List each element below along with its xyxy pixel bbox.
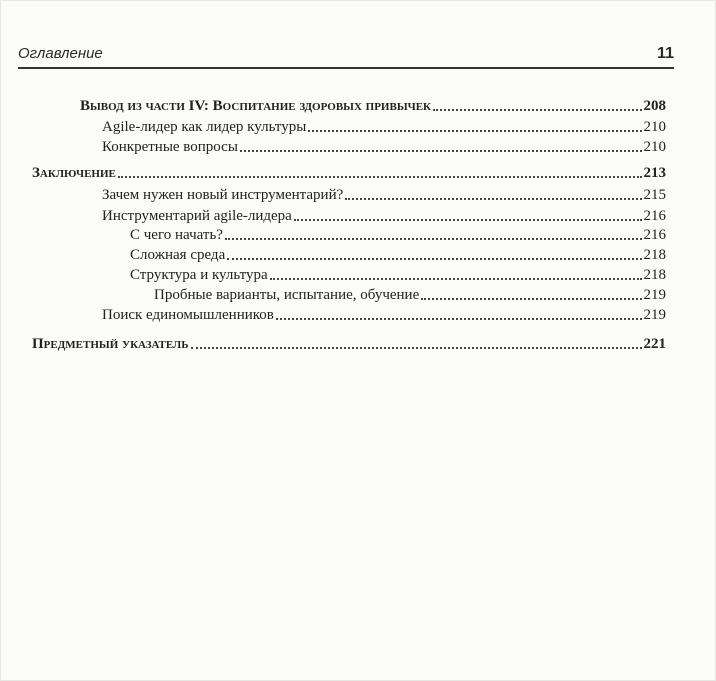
toc-entry: [102, 116, 666, 136]
toc-subentry: [130, 244, 666, 264]
toc-entry-title: Сложная среда: [130, 247, 226, 263]
toc-entry-title: Зачем нужен новый инструментарий?: [102, 187, 344, 203]
header-page-number: 11: [657, 45, 674, 62]
toc-entry-chapter: [32, 162, 666, 182]
toc-entry-page: 219: [643, 307, 666, 323]
toc-entry-page: 221: [643, 336, 666, 352]
toc-entry-page: 215: [643, 187, 666, 203]
toc-entry-title: Пробные варианты, испытание, обучение: [154, 287, 420, 303]
header-rule: [18, 67, 674, 69]
toc-entry-page: 216: [643, 208, 666, 224]
toc-leader-dots: [294, 219, 642, 221]
toc-subentry: [130, 224, 666, 244]
toc-subentry: [130, 264, 666, 284]
toc-entry-title: Структура и культура: [130, 267, 268, 283]
toc-entry-part-conclusion: [80, 95, 666, 115]
toc-entry-page: 210: [643, 119, 666, 135]
toc-entry-page: 218: [643, 267, 666, 283]
toc-leader-dots: [191, 347, 642, 349]
toc-leader-dots: [276, 318, 642, 320]
toc-entry-title: Инструментарий agile-лидера: [102, 208, 292, 224]
toc-entry-title: Конкретные вопросы: [102, 139, 238, 155]
toc-leader-dots: [227, 258, 641, 260]
toc-entry-page: 219: [643, 287, 666, 303]
toc-leader-dots: [421, 298, 641, 300]
toc-entry: [102, 136, 666, 156]
running-header: [18, 40, 674, 66]
toc-leader-dots: [240, 150, 642, 152]
toc-entry-title: Agile-лидер как лидер культуры: [102, 119, 307, 135]
toc-entry-page: 213: [643, 165, 666, 181]
toc-leader-dots: [433, 109, 641, 111]
toc-entry-title: Вывод из части IV: Воспитание здоровых привычек: [80, 98, 432, 114]
toc-entry-title: Заключение: [32, 165, 116, 181]
header-title: Оглавление: [18, 45, 103, 62]
toc-entry-title: Предметный указатель: [32, 336, 189, 352]
toc-leader-dots: [308, 130, 641, 132]
toc-entry-title: С чего начать?: [130, 227, 223, 243]
toc-entry-page: 210: [643, 139, 666, 155]
toc-leader-dots: [118, 176, 642, 178]
toc-entry-title: Поиск единомышленников: [102, 307, 274, 323]
toc-entry: [102, 184, 666, 204]
toc-leader-dots: [225, 238, 642, 240]
toc-entry-index: [32, 333, 666, 353]
toc-entry: [102, 205, 666, 225]
toc-subentry: [154, 284, 666, 304]
toc-entry-page: 208: [643, 98, 666, 114]
toc-leader-dots: [270, 278, 642, 280]
toc-entry-page: 216: [643, 227, 666, 243]
toc-entry: [102, 304, 666, 324]
toc-leader-dots: [345, 198, 641, 200]
toc-entry-page: 218: [643, 247, 666, 263]
